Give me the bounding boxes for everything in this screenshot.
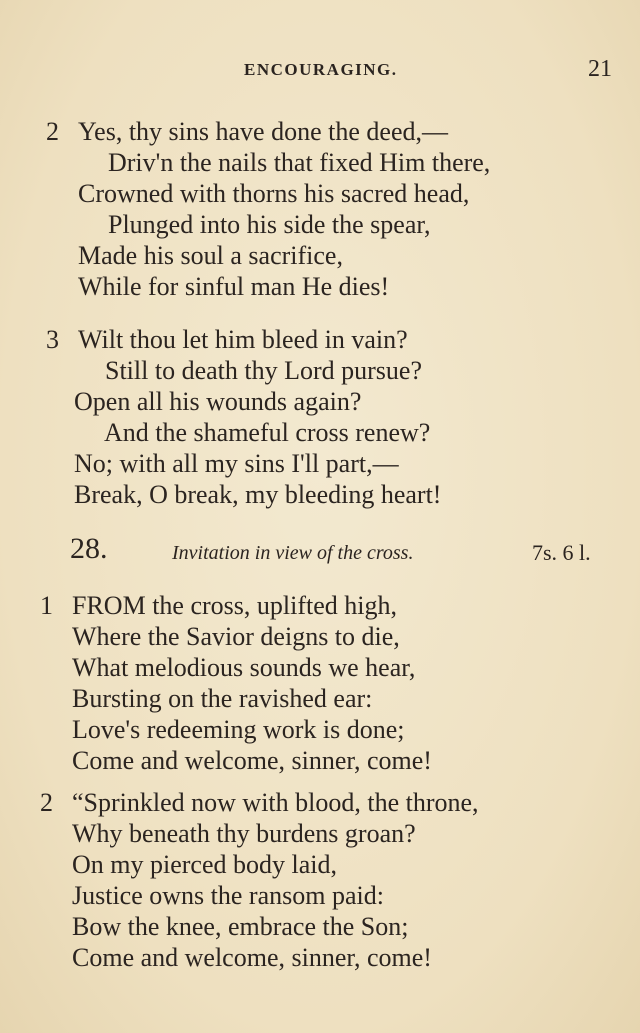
verse-line: Justice owns the ransom paid:	[72, 881, 384, 910]
running-title: ENCOURAGING.	[244, 60, 398, 79]
verse-line: Break, O break, my bleeding heart!	[74, 480, 442, 509]
verse-line: “Sprinkled now with blood, the throne,	[72, 788, 479, 817]
verse-line: While for sinful man He dies!	[78, 272, 390, 301]
verse-line: Why beneath thy burdens groan?	[72, 819, 416, 848]
verse-line: What melodious sounds we hear,	[72, 653, 416, 682]
verse-line: Yes, thy sins have done the deed,—	[78, 117, 448, 146]
verse-line: Come and welcome, sinner, come!	[72, 746, 432, 775]
page-number: 21	[588, 56, 612, 82]
hymn-subject: Invitation in view of the cross.	[172, 542, 414, 564]
stanza-number: 3	[46, 325, 59, 354]
stanza-number: 2	[40, 788, 53, 817]
verse-line: FROM the cross, uplifted high,	[72, 591, 397, 620]
verse-line: Bow the knee, embrace the Son;	[72, 912, 409, 941]
verse-line: Crowned with thorns his sacred head,	[78, 179, 470, 208]
verse-line: Plunged into his side the spear,	[108, 210, 431, 239]
stanza-number: 2	[46, 117, 59, 146]
verse-line: Wilt thou let him bleed in vain?	[78, 325, 408, 354]
verse-line: No; with all my sins I'll part,—	[74, 449, 399, 478]
verse-line: On my pierced body laid,	[72, 850, 337, 879]
stanza-number: 1	[40, 591, 53, 620]
hymn-meter: 7s. 6 l.	[532, 540, 591, 565]
verse-line: Driv'n the nails that fixed Him there,	[108, 148, 491, 177]
hymn-number: 28.	[70, 532, 108, 565]
running-header	[0, 56, 640, 86]
hymn-heading	[0, 532, 640, 572]
verse-line: Where the Savior deigns to die,	[72, 622, 400, 651]
verse-line: Bursting on the ravished ear:	[72, 684, 373, 713]
verse-line: Still to death thy Lord pursue?	[105, 356, 423, 385]
verse-line: Come and welcome, sinner, come!	[72, 943, 432, 972]
verse-line: And the shameful cross renew?	[104, 418, 431, 447]
verse-line: Made his soul a sacrifice,	[78, 241, 343, 270]
verse-line: Love's redeeming work is done;	[72, 715, 405, 744]
verse-line: Open all his wounds again?	[74, 387, 362, 416]
